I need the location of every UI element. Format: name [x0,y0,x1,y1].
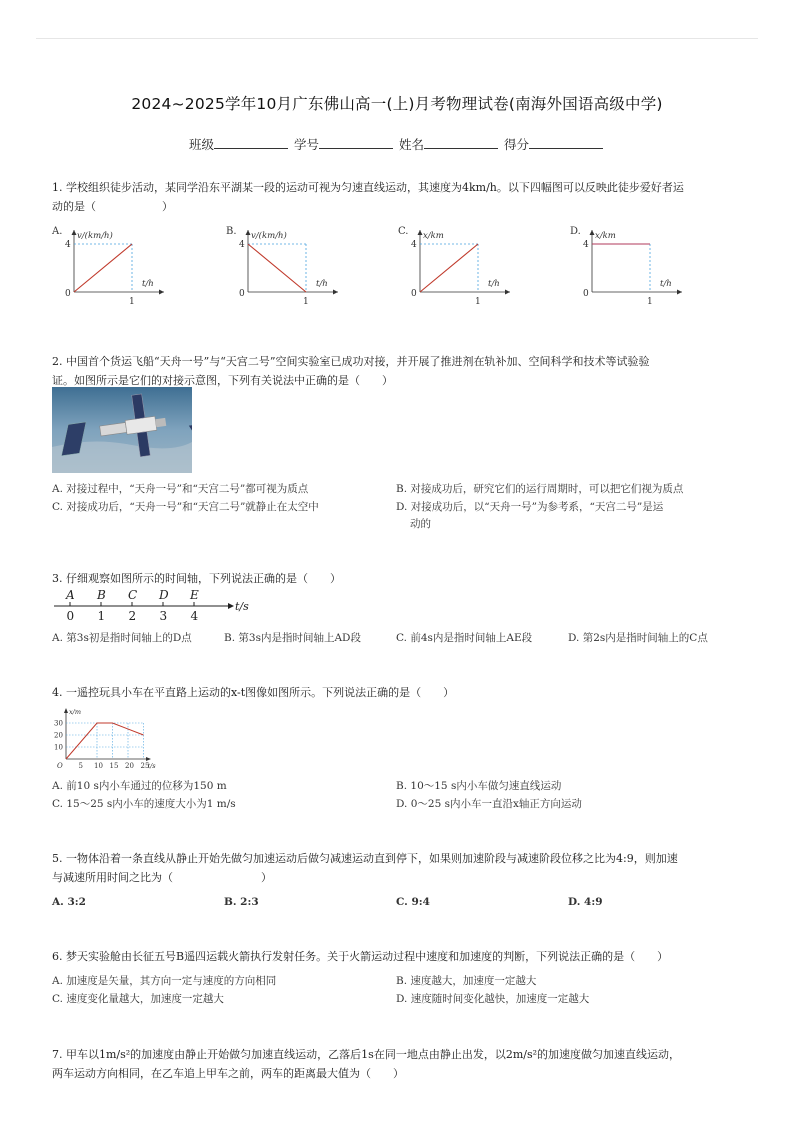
graph-3-origin: 0 [583,289,589,299]
question-5 [52,849,752,887]
timeline-number-4: 4 [190,609,199,623]
graph-2-xlabel: t/h [488,279,500,289]
graph-0-ytick: 4 [65,240,71,250]
question-3-option-d[interactable]: D. 第2s内是指时间轴上的C点 [568,632,708,644]
graph-3-y-arrow [590,230,595,235]
graph-3-ytick: 4 [583,240,589,250]
question-6: 6. 梦天实验舱由长征五号B遥四运载火箭执行发射任务。关于火箭运动过程中速度和加速度的判断，下列说法正确的是（ ） [52,950,669,963]
question-5-option-d[interactable]: D. 4:9 [568,896,603,908]
question-5-option-c[interactable]: C. 9:4 [396,896,430,908]
question-6-option-a[interactable]: A. 加速度是矢量，其方向一定与速度的方向相同 [52,975,277,987]
graph-0-ylabel: v/(km/h) [77,231,113,241]
score-label: 得分 [503,137,529,152]
timeline-number-0: 0 [66,609,75,623]
timeline-number-3: 3 [159,609,168,623]
header-divider [36,38,758,39]
xt-origin: O [57,762,63,770]
question-7 [52,1045,752,1083]
graph-0-label: A. [52,226,63,237]
graph-0-xlabel: t/h [142,279,154,289]
question-4-option-d[interactable]: D. 0～25 s内小车一直沿x轴正方向运动 [396,798,582,810]
xt-xtick-15: 15 [109,762,119,770]
score-blank[interactable] [529,137,603,149]
graph-3-x-arrow [677,290,682,295]
timeline-number-1: 1 [97,609,106,623]
question-2-option-a[interactable]: A. 对接过程中，“天舟一号”和“天宫二号”都可视为质点 [52,483,309,495]
question-4-option-c[interactable]: C. 15～25 s内小车的速度大小为1 m/s [52,798,236,810]
timeline-figure [52,588,272,624]
xt-graph [52,705,162,771]
graph-0-series-line [74,244,132,292]
question-7-line1: 7. 甲车以1m/s²的加速度由静止开始做匀加速直线运动，乙落后1s在同一地点由静止出发，以2m/s²的加速度做匀加速直线运动， [52,1048,681,1061]
question-4-option-b[interactable]: B. 10～15 s内小车做匀速直线运动 [396,780,562,792]
graph-2-xtick: 1 [475,297,481,307]
xt-ytick-30: 30 [54,719,63,728]
graph-1-x-arrow [333,290,338,295]
question-2 [52,352,752,390]
timeline-unit: t/s [235,600,249,613]
xt-series-line [66,723,144,759]
question-6-option-c[interactable]: C. 速度变化量越大，加速度一定越大 [52,993,224,1005]
question-3-option-c[interactable]: C. 前4s内是指时间轴上AE段 [396,632,533,644]
graph-2-y-arrow [418,230,423,235]
docking-illustration [52,387,192,473]
graph-3-label: D. [570,226,581,237]
question-5-option-b[interactable]: B. 2:3 [224,896,259,908]
graph-1-ylabel: v/(km/h) [251,231,287,241]
timeline-letter-A: A [66,588,75,602]
xt-ylabel: x/m [69,708,82,716]
question-3-option-a[interactable]: A. 第3s初是指时间轴上的D点 [52,632,192,644]
graph-0-x-arrow [159,290,164,295]
xt-x-arrow [146,757,151,761]
xt-xlabel: t/s [147,762,156,770]
question-5-line2: 与减速所用时间之比为（ ） [52,871,272,884]
question-2-option-c[interactable]: C. 对接成功后，“天舟一号”和“天宫二号”就静止在太空中 [52,501,319,513]
name-label: 姓名 [398,137,424,152]
graph-2-series-line [420,244,478,292]
question-1-line1: 1. 学校组织徒步活动，某同学沿东平湖某一段的运动可视为匀速直线运动，其速度为4km/h。以下四幅图可以反映此徒步爱好者运 [52,181,684,194]
question-2-line1: 2. 中国首个货运飞船“天舟一号”与“天宫二号”空间实验室已成功对接，并开展了推进剂在轨补加、空间科学和技术等试验验 [52,355,650,368]
question-4-option-a[interactable]: A. 前10 s内小车通过的位移为150 m [52,780,227,792]
question-6-option-d[interactable]: D. 速度随时间变化越快，加速度一定越大 [396,993,590,1005]
number-label: 学号 [293,137,319,152]
timeline-letter-C: C [128,588,138,602]
question-2-line2: 证。如图所示是它们的对接示意图，下列有关说法中正确的是（ ） [52,374,393,387]
question-6-option-b[interactable]: B. 速度越大，加速度一定越大 [396,975,537,987]
graph-2-origin: 0 [411,289,417,299]
question-4: 4. 一遥控玩具小车在平直路上运动的x-t图像如图所示。下列说法正确的是（ ） [52,686,455,699]
timeline-number-2: 2 [128,609,137,623]
question-5-option-a[interactable]: A. 3:2 [52,896,86,908]
question-7-line2: 两车运动方向相同，在乙车追上甲车之前，两车的距离最大值为（ ） [52,1067,404,1080]
number-blank[interactable] [319,137,393,149]
graph-2-x-arrow [505,290,510,295]
timeline-letter-B: B [97,588,106,602]
xt-xtick-10: 10 [94,762,103,770]
class-label: 班级 [188,137,214,152]
graph-1-xtick: 1 [303,297,309,307]
question-3-option-b[interactable]: B. 第3s内是指时间轴上AD段 [224,632,361,644]
question-1 [52,178,752,216]
xt-ytick-10: 10 [54,743,63,752]
graph-1-label: B. [226,226,237,237]
student-info-line [0,135,794,153]
graph-2-ytick: 4 [411,240,417,250]
graph-3-xtick: 1 [647,297,653,307]
graph-0-xtick: 1 [129,297,135,307]
question-2-option-b[interactable]: B. 对接成功后，研究它们的运行周期时，可以把它们视为质点 [396,483,684,495]
question-5-line1: 5. 一物体沿着一条直线从静止开始先做匀加速运动后做匀减速运动直到停下，如果则加速阶段与减速阶段位移之比为4:9，则加速 [52,852,678,865]
graph-1-y-arrow [246,230,251,235]
xt-y-arrow [64,708,68,713]
question-2-option-d[interactable] [396,499,663,533]
class-blank[interactable] [214,137,288,149]
timeline-letter-E: E [190,588,199,602]
name-blank[interactable] [424,137,498,149]
graph-2-ylabel: x/km [423,231,444,241]
graph-1-origin: 0 [239,289,245,299]
graph-3-ylabel: x/km [595,231,616,241]
question-1-graphs [0,212,794,322]
xt-xtick-25: 25 [140,762,150,770]
question-2-option-d-line1: D. 对接成功后，以“天舟一号”为参考系，“天宫二号”是运 [396,501,664,513]
timeline-arrow [228,603,234,609]
graph-1-xlabel: t/h [316,279,328,289]
question-1-line2: 动的是（ ） [52,200,173,213]
xt-ytick-20: 20 [54,731,63,740]
page-title: 2024~2025学年10月广东佛山高一(上)月考物理试卷(南海外国语高级中学) [131,95,663,113]
timeline-letter-D: D [159,588,169,602]
question-3: 3. 仔细观察如图所示的时间轴，下列说法正确的是（ ） [52,572,341,585]
graph-1-ytick: 4 [239,240,245,250]
graph-0-origin: 0 [65,289,71,299]
xt-xtick-20: 20 [125,762,134,770]
graph-3-xlabel: t/h [660,279,672,289]
graph-2-label: C. [398,226,409,237]
xt-xtick-5: 5 [78,762,83,770]
question-2-option-d-line2: 动的 [410,518,431,530]
graph-0-y-arrow [72,230,77,235]
graph-1-series-line [248,244,306,292]
